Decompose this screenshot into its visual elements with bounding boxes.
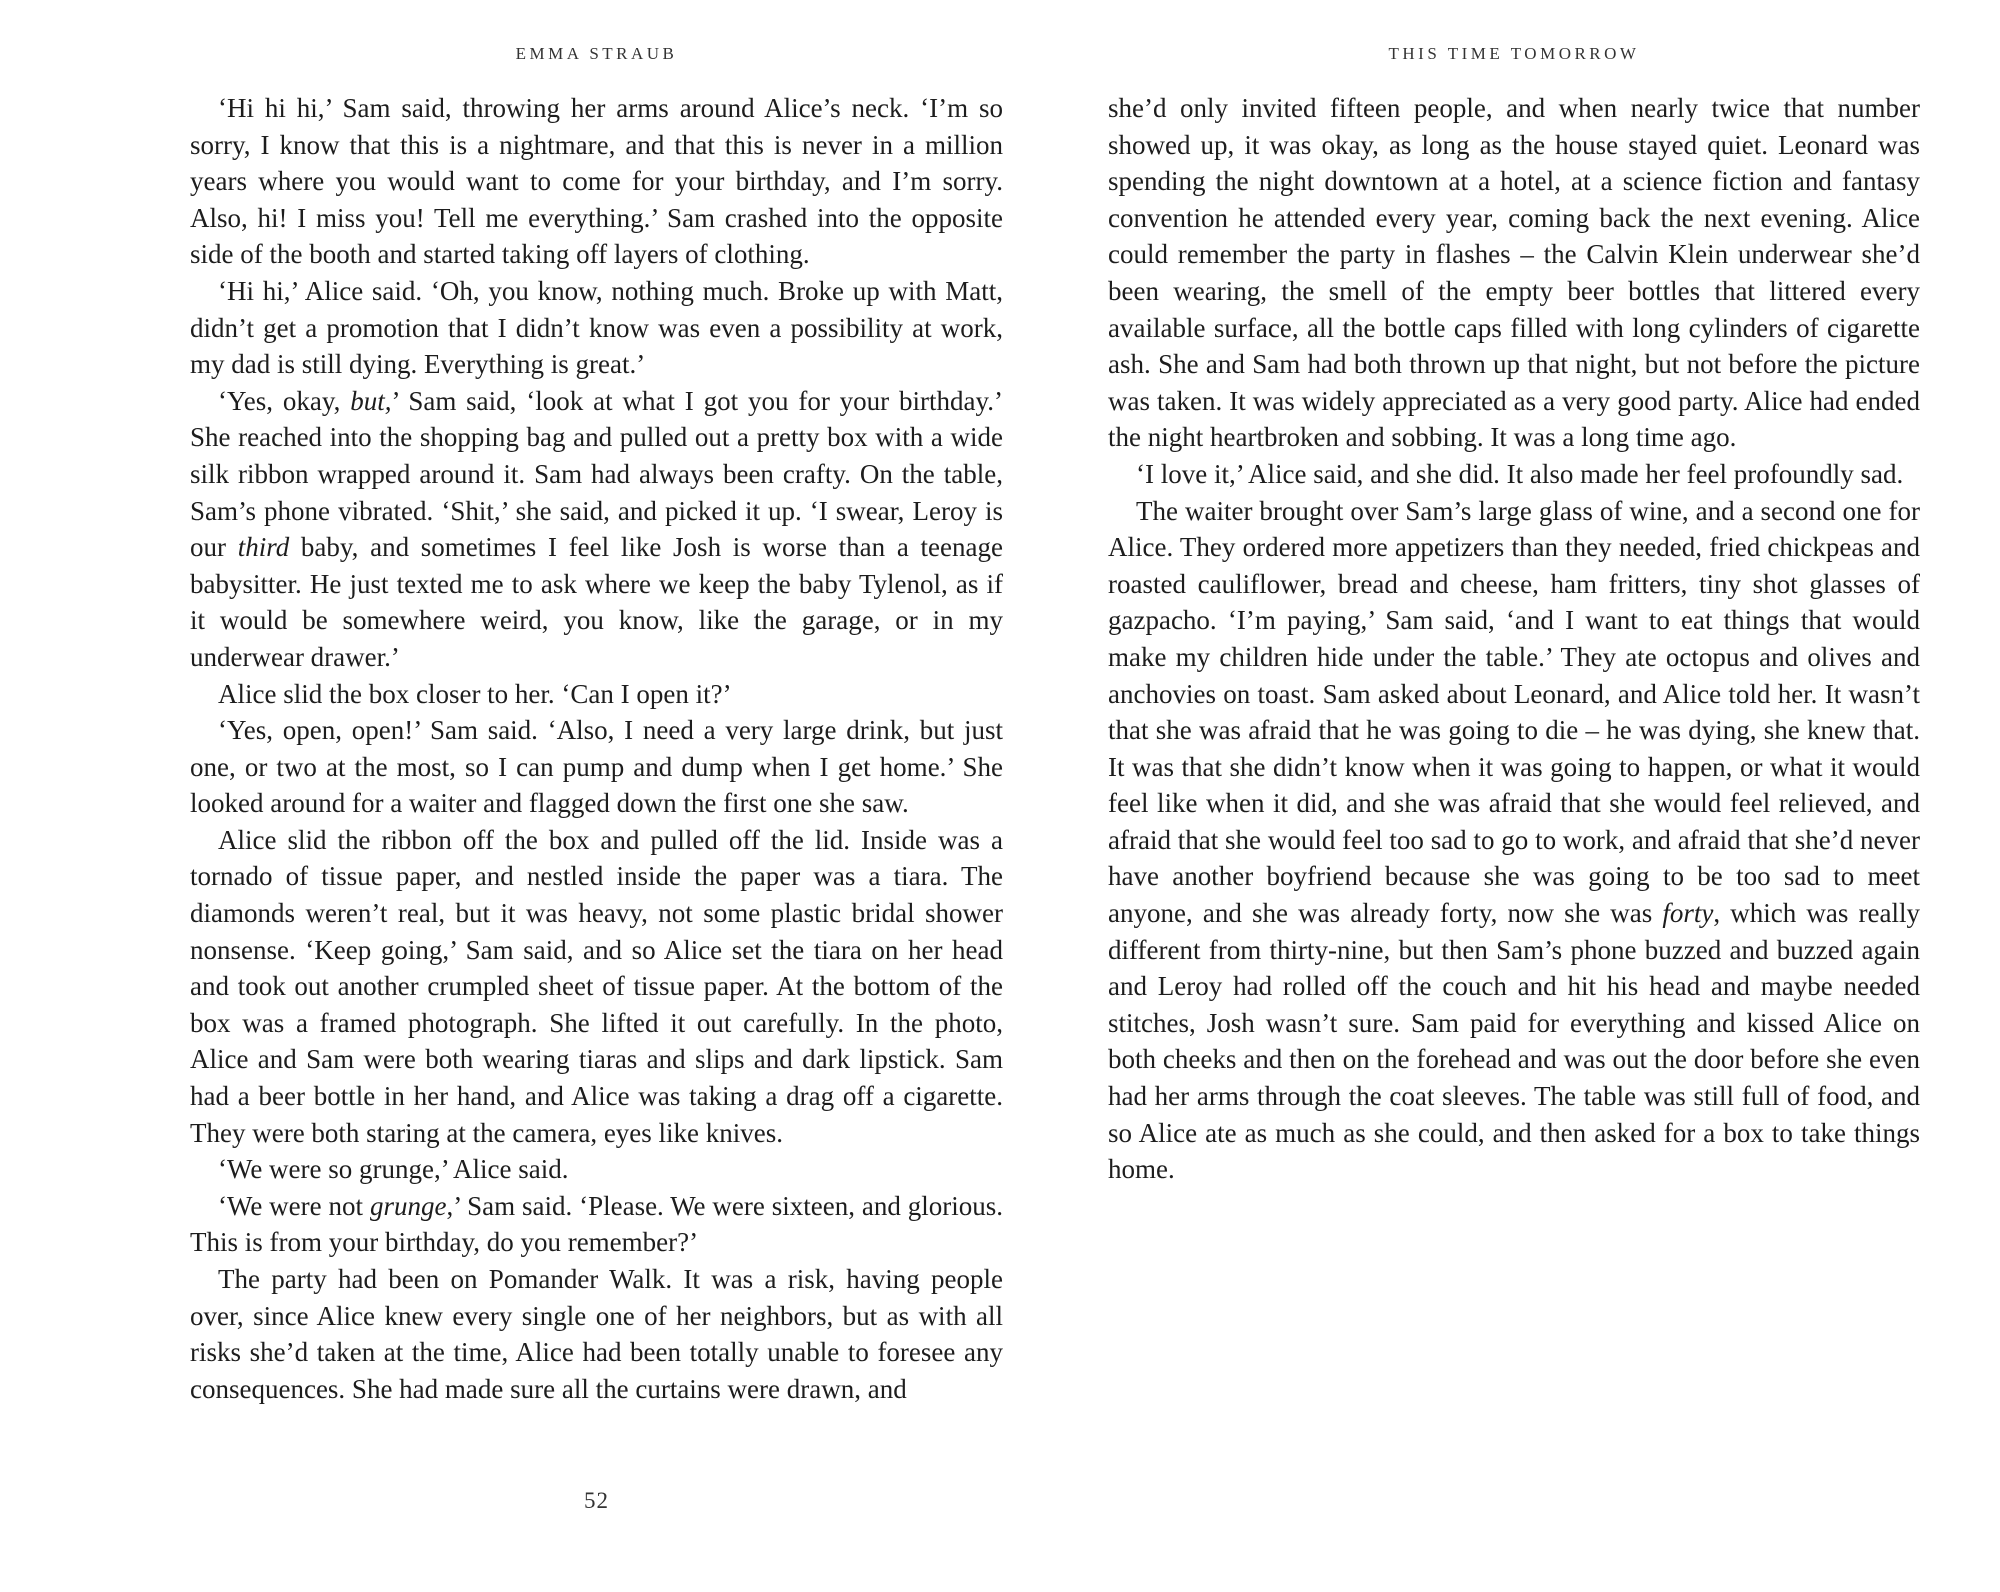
paragraph: Alice slid the box closer to her. ‘Can I open it?’ (218, 678, 732, 709)
paragraph: ‘I love it,’ Alice said, and she did. It also made her feel profoundly sad. (1136, 458, 1904, 489)
paragraph: ‘Yes, okay, but,’ Sam said, ‘look at what I got you for your birthday.’ She reached into the shopping bag and pulled out a pretty box with a wide silk ribbon wrapped around it. Sam had always been crafty. On the table, Sam’s phone vibrated. ‘Shit,’ she said, and picked it up. ‘I swear, Leroy is our third baby, and sometimes I feel like Josh is worse than a teenage babysitter. He just texted me to ask where we keep the baby Tylenol, as if it would be somewhere weird, you know, like the garage, or in my underwear drawer.’ (190, 385, 1003, 672)
paragraph: she’d only invited fifteen people, and when nearly twice that number showed up, it was okay, as long as the house stayed quiet. Leonard was spending the night downtown at a hotel, at a science fiction and fantasy convention he attended every year, coming back the next evening. Alice could remember the party in flashes – the Calvin Klein underwear she’d been wearing, the smell of the empty beer bottles that littered every available surface, all the bottle caps filled with long cylinders of cigarette ash. She and Sam had both thrown up that night, but not before the picture was taken. It was widely appreciated as a very good party. Alice had ended the night heartbroken and sobbing. It was a long time ago. (1108, 93, 1920, 453)
right-page (1108, 0, 1920, 1592)
paragraph: ‘Hi hi hi,’ Sam said, throwing her arms around Alice’s neck. ‘I’m so sorry, I know that this is a nightmare, and that this is never in a million years where you would want to come for your birthday, and I’m sorry. Also, hi! I miss you! Tell me everything.’ Sam crashed into the opposite side of the booth and started taking off layers of clothing. (190, 93, 1003, 270)
paragraph: ‘Yes, open, open!’ Sam said. ‘Also, I need a very large drink, but just one, or two at the most, so I can pump and dump when I get home.’ She looked around for a waiter and flagged down the first one she saw. (190, 715, 1003, 819)
running-head-author: EMMA STRAUB (515, 44, 678, 63)
paragraph: ‘We were so grunge,’ Alice said. (218, 1154, 569, 1185)
left-page (190, 0, 1003, 1592)
running-head-title: THIS TIME TOMORROW (1388, 44, 1640, 63)
paragraph: The party had been on Pomander Walk. It was a risk, having people over, since Alice knew every single one of her neighbors, but as with all risks she’d taken at the time, Alice had been totally unable to foresee any consequences. She had made sure all the curtains were drawn, and (190, 1264, 1003, 1404)
paragraph: Alice slid the ribbon off the box and pulled off the lid. Inside was a tornado of tissue paper, and nestled inside the paper was a tiara. The diamonds weren’t real, but it was heavy, not some plastic bridal shower nonsense. ‘Keep going,’ Sam said, and so Alice set the tiara on her head and took out another crumpled sheet of tissue paper. At the bottom of the box was a framed photograph. She lifted it out carefully. In the photo, Alice and Sam were both wearing tiaras and slips and dark lipstick. Sam had a beer bottle in her hand, and Alice was taking a drag off a cigarette. They were both staring at the camera, eyes like knives. (190, 824, 1003, 1148)
paragraph: ‘Hi hi,’ Alice said. ‘Oh, you know, nothing much. Broke up with Matt, didn’t get a promotion that I didn’t know was even a possibility at work, my dad is still dying. Everything is great.’ (190, 275, 1003, 380)
left-page-body (190, 90, 1003, 1407)
paragraph: ‘We were not grunge,’ Sam said. ‘Please. We were sixteen, and glorious. This is from your birthday, do you remember?’ (190, 1190, 1003, 1258)
paragraph: The waiter brought over Sam’s large glass of wine, and a second one for Alice. They ordered more appetizers than they needed, fried chickpeas and roasted cauliflower, bread and cheese, ham fritters, tiny shot glasses of gazpacho. ‘I’m paying,’ Sam said, ‘and I want to eat things that would make my children hide under the table.’ They ate octopus and olives and anchovies on toast. Sam asked about Leonard, and Alice told her. It wasn’t that she was afraid that he was going to die – he was dying, she knew that. It was that she didn’t know when it was going to happen, or what it would feel like when it did, and she was afraid that she would feel relieved, and afraid that she would feel too sad to go to work, and afraid that she’d never have another boyfriend because she was going to be too sad to meet anyone, and she was already forty, now she was forty, which was really different from thirty-nine, but then Sam’s phone buzzed and buzzed again and Leroy had rolled off the couch and hit his head and maybe needed stitches, Josh wasn’t sure. Sam paid for everything and kissed Alice on both cheeks and then on the forehead and was out the door before she even had her arms through the coat sleeves. The table was still full of food, and so Alice ate as much as she could, and then asked for a box to take things home. (1108, 495, 1921, 1185)
right-page-body (1108, 90, 1920, 1188)
page-number: 52 (584, 1488, 609, 1513)
